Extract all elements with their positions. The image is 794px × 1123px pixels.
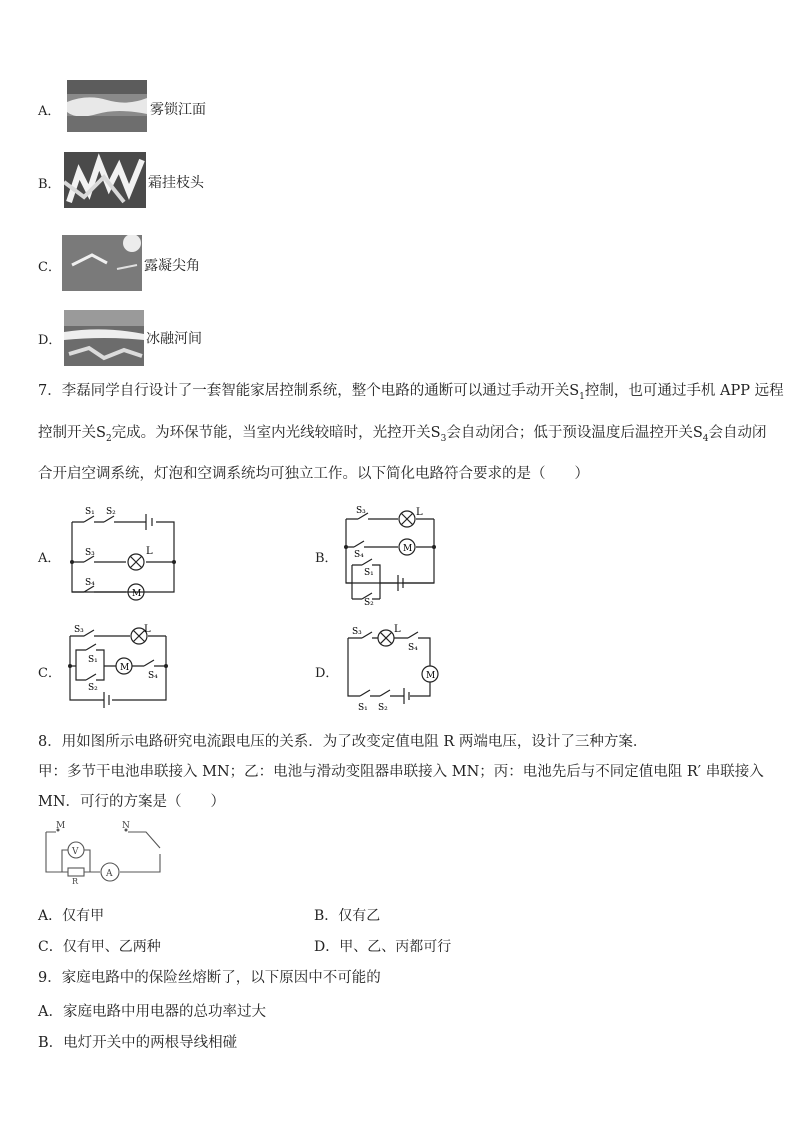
svg-text:S₂: S₂ [88, 683, 98, 693]
circuit-b-diagram [340, 505, 440, 605]
option-c-caption: 露凝尖角 [144, 258, 200, 274]
svg-text:S₄: S₄ [85, 578, 95, 588]
svg-text:S₁: S₁ [364, 568, 374, 578]
q9-choice-a: A．家庭电路中用电器的总功率过大 [38, 1004, 266, 1020]
q7-option-d: D． [315, 666, 339, 681]
svg-text:S₄: S₄ [148, 671, 158, 681]
dew-photo-icon [62, 235, 142, 291]
svg-text:R: R [72, 877, 79, 886]
svg-text:S₂: S₂ [378, 703, 388, 713]
q7-line2: 控制开关$S_2$完成。为环保节能，当室内光线较暗时，光控开关$S_3$会自动闭合；低于预设温度后温控开关$S_4$会自动闭 [38, 425, 767, 444]
circuit-d-diagram [342, 622, 442, 714]
svg-text:S₁: S₁ [85, 507, 95, 517]
option-d-letter: D． [38, 333, 62, 348]
svg-text:S₃: S₃ [352, 627, 362, 637]
svg-text:M: M [56, 821, 66, 831]
svg-text:L: L [416, 507, 423, 518]
q8-line2: 甲：多节干电池串联接入 MN；乙：电池与滑动变阻器串联接入 MN；丙：电池先后与不同定值电阻 R′ 串联接入 [38, 764, 764, 780]
svg-text:S₁: S₁ [88, 655, 98, 665]
circuit-a-diagram [64, 502, 184, 602]
option-b-caption: 霜挂枝头 [148, 175, 204, 191]
svg-text:S₃: S₃ [74, 625, 84, 635]
svg-text:M: M [120, 663, 130, 673]
frost-photo-icon [64, 152, 146, 208]
q7-option-a: A． [38, 551, 61, 566]
q8-choice-c: C．仅有甲、乙两种 [38, 939, 161, 955]
ice-photo-icon [64, 310, 144, 366]
q9-stem: 9．家庭电路中的保险丝熔断了，以下原因中不可能的 [38, 970, 381, 986]
q8-choice-a: A．仅有甲 [38, 908, 105, 924]
svg-text:S₂: S₂ [364, 598, 374, 605]
svg-text:M: M [403, 544, 413, 554]
svg-text:N: N [122, 821, 130, 831]
svg-text:M: M [426, 671, 436, 681]
circuit-c-diagram [64, 620, 174, 712]
q7-option-c: C． [38, 666, 61, 681]
svg-text:S₄: S₄ [408, 643, 418, 653]
q7-option-b: B． [315, 551, 338, 566]
q8-choice-b: B．仅有乙 [314, 908, 381, 924]
svg-text:L: L [144, 624, 151, 635]
svg-text:S₁: S₁ [358, 703, 368, 713]
q8-line1: 8．用如图所示电路研究电流跟电压的关系．为了改变定值电阻 R 两端电压，设计了三种方案． [38, 734, 648, 750]
q8-line3: MN．可行的方案是（ ） [38, 794, 226, 810]
q8-choice-d: D．甲、乙、丙都可行 [314, 939, 452, 955]
svg-text:L: L [394, 624, 401, 635]
svg-text:S₂: S₂ [106, 507, 116, 517]
option-d-caption: 冰融河间 [146, 331, 202, 347]
q7-line3: 合开启空调系统，灯泡和空调系统均可独立工作。以下简化电路符合要求的是（ ） [38, 466, 589, 482]
q8-circuit-diagram [38, 820, 164, 886]
svg-text:S₃: S₃ [85, 548, 95, 558]
option-c-letter: C． [38, 260, 61, 275]
option-a-letter: A． [38, 104, 61, 119]
svg-text:M: M [132, 589, 142, 599]
svg-text:S₄: S₄ [354, 550, 364, 560]
svg-text:V: V [72, 847, 79, 857]
svg-text:L: L [146, 546, 153, 557]
q7-line1: 7．李磊同学自行设计了一套智能家居控制系统，整个电路的通断可以通过手动开关$S_1$控制，也可通过手机 APP 远程 [38, 383, 784, 402]
svg-text:A: A [106, 869, 113, 879]
q9-choice-b: B．电灯开关中的两根导线相碰 [38, 1035, 238, 1051]
svg-text:S₃: S₃ [356, 506, 366, 516]
fog-photo-icon [67, 80, 147, 132]
option-a-caption: 雾锁江面 [150, 102, 206, 118]
option-b-letter: B． [38, 177, 61, 192]
